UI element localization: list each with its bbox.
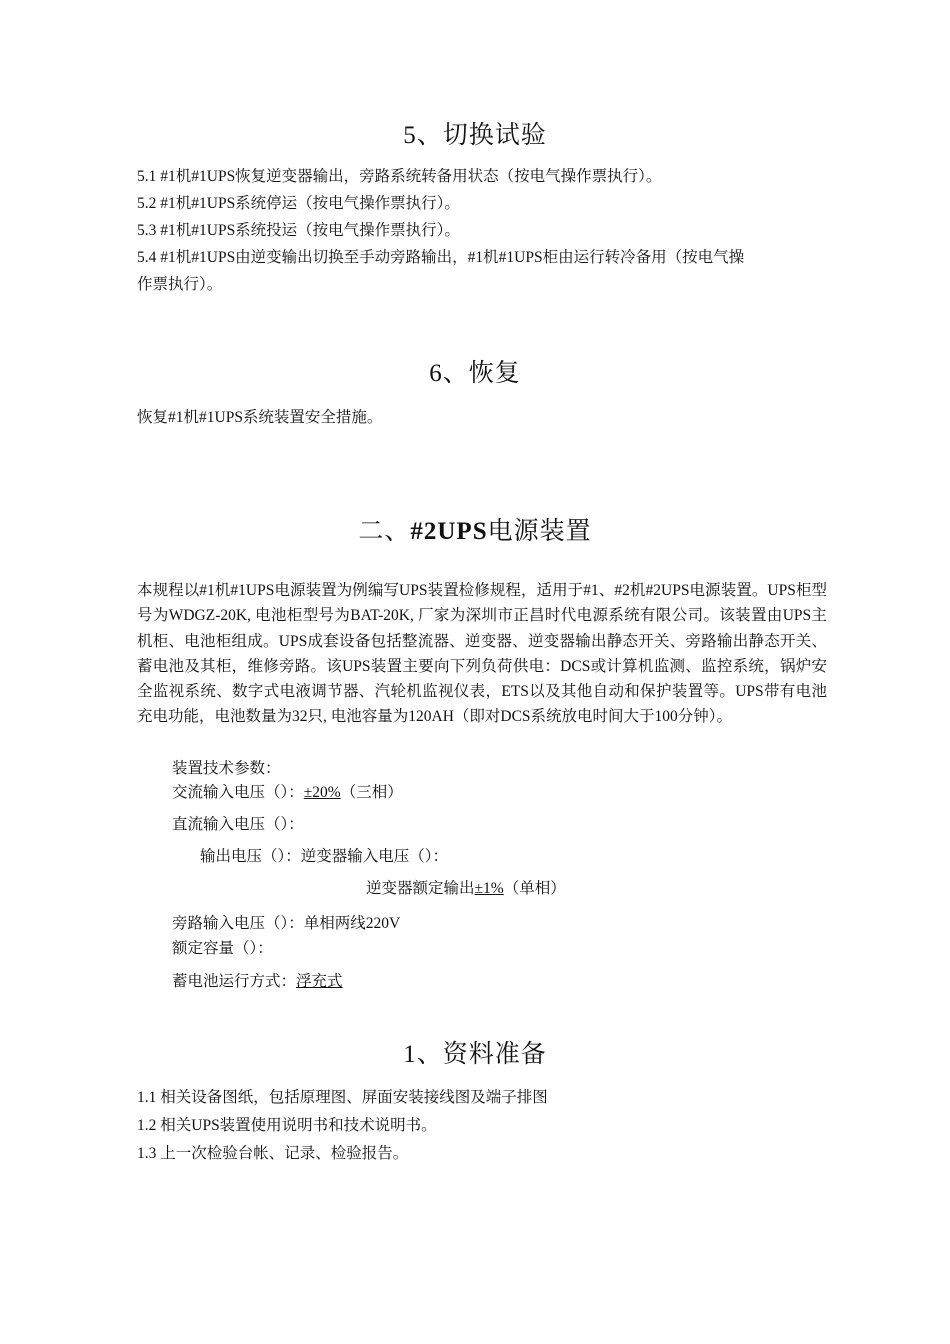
inverter-output-label: 逆变器额定输出	[366, 880, 475, 897]
part-2-heading-prefix: 二、	[358, 518, 411, 545]
item-5-4-line2: 作票执行）。	[137, 276, 223, 293]
part-2-heading-suffix: 电源装置	[487, 518, 592, 545]
ac-input-label: 交流输入电压（）：	[172, 784, 304, 801]
ac-input-suffix: （三相）	[340, 784, 403, 801]
dc-input-voltage: 直流输入电压（）：	[172, 816, 304, 833]
battery-mode-label: 蓄电池运行方式：	[172, 973, 297, 990]
item-5-1: 5.1 #1机#1UPS恢复逆变器输出，旁路系统转备用状态（按电气操作票执行）。	[137, 168, 662, 185]
rated-capacity: 额定容量（）：	[172, 940, 273, 957]
battery-mode-value: 浮充式	[296, 973, 343, 990]
section-1-heading: 1、资料准备	[403, 1041, 547, 1068]
section-5-heading: 5、切换试验	[403, 122, 547, 149]
item-5-3: 5.3 #1机#1UPS系统投运（按电气操作票执行）。	[137, 222, 460, 239]
inverter-rated-output	[366, 879, 566, 899]
section-6-text: 恢复#1机#1UPS系统装置安全措施。	[137, 409, 383, 426]
part-2-heading	[0, 511, 950, 547]
item-1-2: 1.2 相关UPS装置使用说明书和技术说明书。	[137, 1117, 437, 1134]
part-2-intro-paragraph: 本规程以#1机#1UPS电源装置为例编写UPS装置检修规程，适用于#1、#2机#2UPS电源装置。UPS柜型号为WDGZ-20K, 电池柜型号为BAT-20K, 厂家为深圳市正昌时代电源系统有限公司。该装置由UPS主机柜、电池柜组成。UPS成套设备包括整流器、逆变器、逆变器输出静态开关、旁路输出静态开关、蓄电池及其柜，维修旁路。该UPS装置主要向下列负荷供电：DCS或计算机监测、监控系统，锅炉安全监视系统、数字式电液调节器、汽轮机监视仪表，ETS以及其他自动和保护装置等。UPS带有电池充电功能，电池数量为32只, 电池容量为120AH（即对DCS系统放电时间大于100分钟）。	[137, 582, 827, 726]
battery-operation-mode	[172, 972, 343, 992]
item-1-1: 1.1 相关设备图纸，包括原理图、屏面安装接线图及端子排图	[137, 1089, 548, 1106]
output-voltage: 输出电压（）：逆变器输入电压（）：	[200, 848, 449, 865]
inverter-output-value: ±1%	[474, 880, 504, 897]
part-2-heading-bold: #2UPS	[410, 518, 488, 545]
ac-input-voltage	[172, 783, 403, 803]
inverter-output-suffix: （单相）	[503, 880, 566, 897]
item-1-3: 1.3 上一次检验台帐、记录、检验报告。	[137, 1145, 409, 1162]
section-6-heading: 6、恢复	[429, 360, 521, 387]
ac-input-value: ±20%	[303, 784, 341, 801]
item-5-2: 5.2 #1机#1UPS系统停运（按电气操作票执行）。	[137, 195, 460, 212]
params-label: 装置技术参数：	[172, 760, 281, 777]
item-5-4-line1: 5.4 #1机#1UPS由逆变输出切换至手动旁路输出，#1机#1UPS柜由运行转冷备用（按电气操	[137, 249, 745, 266]
bypass-input-voltage: 旁路输入电压（）：单相两线220V	[172, 915, 401, 932]
